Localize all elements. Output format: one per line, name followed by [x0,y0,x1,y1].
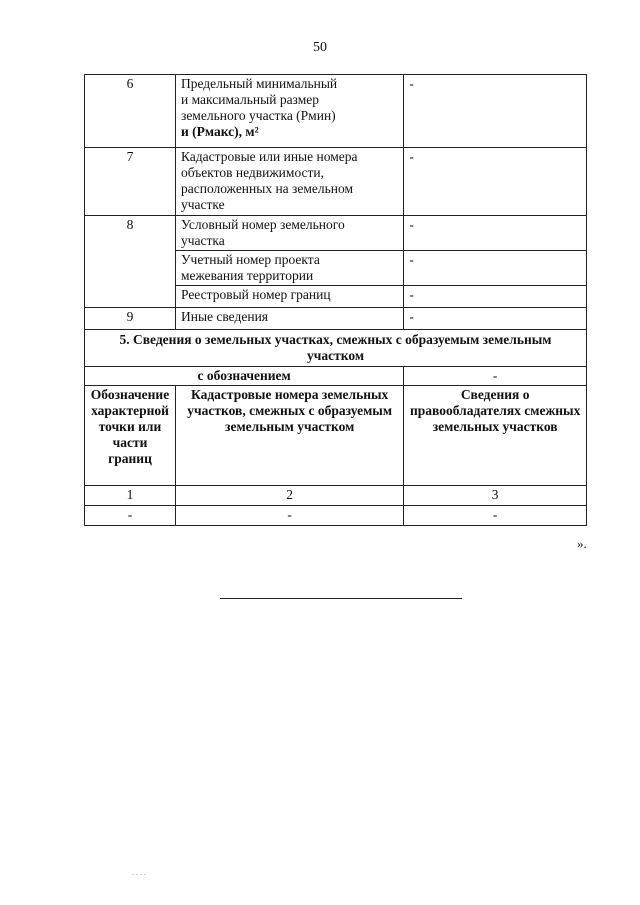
row-number: 9 [85,308,176,330]
with-designation-label: с обозначением [85,367,404,386]
row-number: 7 [85,148,176,216]
table-row [85,148,587,216]
row-value: - [404,75,587,148]
table-row [85,75,587,148]
section-title: 5. Сведения о земельных участках, смежных с образуемым земельным участком [85,330,587,367]
desc-line: и максимальный размер [180,92,319,107]
column-header: Кадастровые номера земельных участков, смежных с образуемым земельным участком [175,386,403,486]
row-value: - [404,251,587,286]
row-description [175,75,403,148]
column-number: 3 [404,486,587,506]
row-description [175,251,403,286]
column-header: Сведения о правообладателях смежных земельных участков [404,386,587,486]
row-value: - [404,286,587,308]
end-rule [220,598,462,599]
row-description [175,308,403,330]
desc-line: Предельный минимальный [180,76,338,91]
desc-line: межевания территории [180,268,314,283]
desc-line: Учетный номер проекта [180,252,320,267]
desc-line: объектов недвижимости, [180,165,325,180]
column-number: 1 [85,486,176,506]
desc-line: и (Рмакс), м² [180,124,259,139]
column-number-row [85,486,587,506]
desc-line: участка [180,233,225,248]
empty-cell: - [85,506,176,526]
with-designation-value: - [404,367,587,386]
row-number: 8 [85,216,176,308]
section-title-row [85,330,587,367]
desc-line: Кадастровые или иные номера [180,149,358,164]
closing-quote: ». [577,536,587,551]
row-value: - [404,308,587,330]
row-description [175,286,403,308]
desc-line: Условный номер земельного [180,217,345,232]
column-header: Обозначение характерной точки или части границ [85,386,176,486]
desc-line-row [181,108,398,124]
scan-specks: . . . . [132,868,146,877]
desc-line: земельного участка (Рмин) [180,108,336,123]
land-plot-table [84,74,587,526]
desc-line: Иные сведения [180,309,269,324]
table-row [85,506,587,526]
row-value: - [404,148,587,216]
empty-cell: - [175,506,403,526]
row-value: - [404,216,587,251]
row-description [175,148,403,216]
table-row [85,308,587,330]
desc-line: участке [180,197,225,212]
row-number: 6 [85,75,176,148]
page-number: 50 [313,40,327,55]
empty-cell: - [404,506,587,526]
desc-line: Реестровый номер границ [180,287,331,302]
designation-row [85,367,587,386]
desc-line: расположенных на земельном [180,181,354,196]
row-description [175,216,403,251]
table-row [85,216,587,251]
column-number: 2 [175,486,403,506]
column-header-row [85,386,587,486]
